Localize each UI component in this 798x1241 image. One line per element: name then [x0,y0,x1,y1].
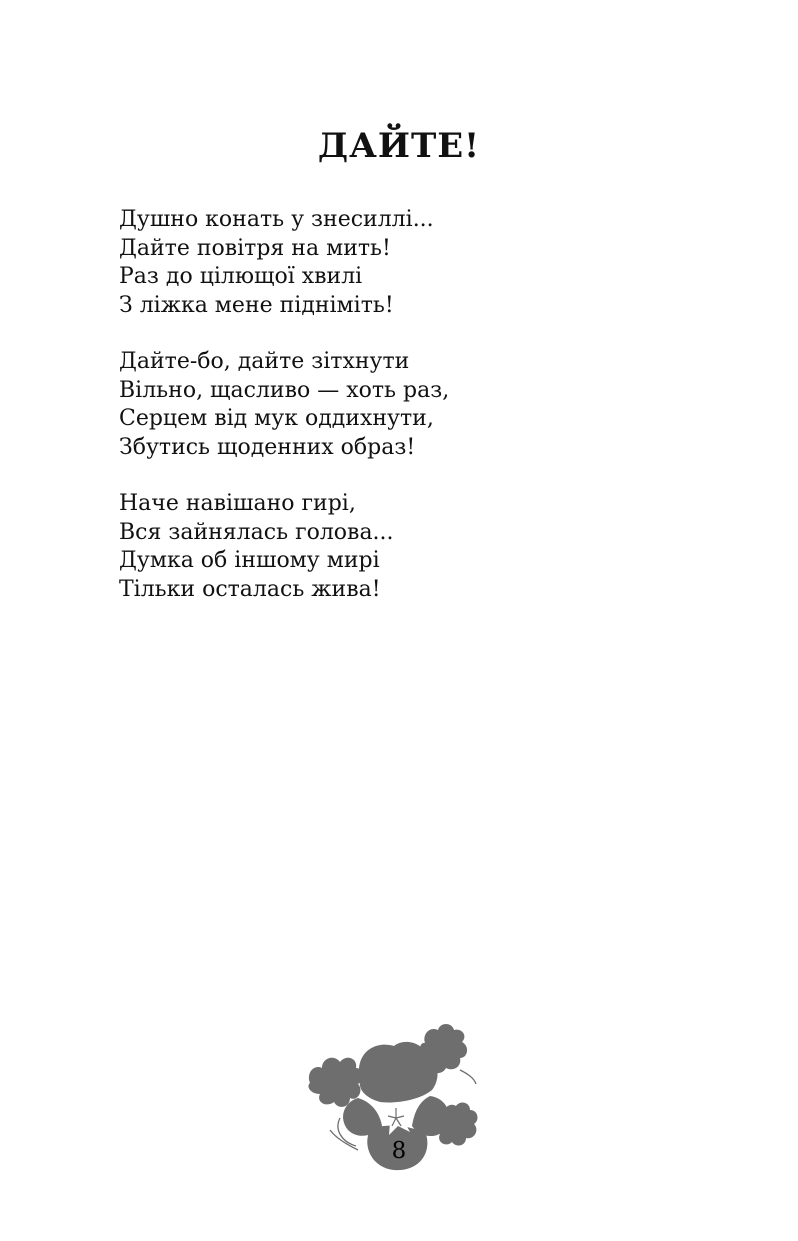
poem-line: Дайте повітря на мить! [119,235,391,261]
poem-body [119,206,719,632]
poem-line: Дайте-бо, дайте зітхнути [119,349,410,374]
poem-line: Раз до цілющої хвилі [119,264,363,289]
page-number: 8 [391,1138,407,1164]
poem-line: Душно конать у знесиллі... [119,207,434,232]
poem-line: Вільно, щасливо — хоть раз, [119,377,450,403]
poem-line: Збутись щоденних образ! [119,434,416,460]
poem-line: З ліжка мене підніміть! [119,292,394,318]
page-title: ДАЙТЕ! [317,126,481,166]
poem-line: Тільки осталась жива! [119,576,381,602]
stanza-2 [119,348,719,462]
poem-line: Серцем від мук оддихнути, [119,406,434,431]
stanza-1 [119,206,719,320]
poem-line: Вся зайнялась голова... [119,519,394,545]
poem-line: Наче навішано гирі, [119,491,356,516]
poem-line: Думка об іншому мирі [119,548,380,573]
stanza-3 [119,490,719,604]
